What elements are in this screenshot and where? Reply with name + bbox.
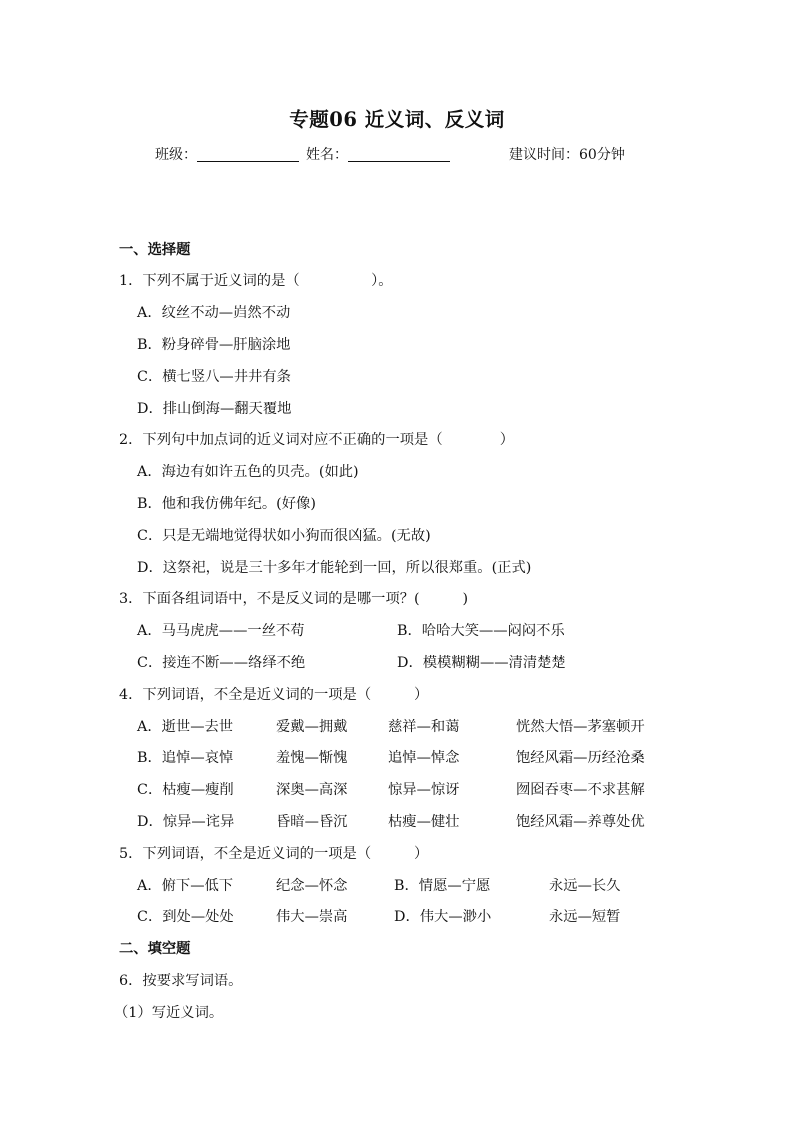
question-2-stem: 2．下列句中加点词的近义词对应不正确的一项是（ ） [119,432,515,448]
section-heading-choice: 一、选择题 [119,242,191,258]
question-6-sub-1: （1）写近义词。 [114,1005,224,1021]
question-4-row-b-col-4: 饱经风霜—历经沧桑 [516,750,645,766]
question-1-stem: 1．下列不属于近义词的是（ ）。 [119,273,393,289]
question-4-row-c-col-2: 深奥—高深 [276,782,348,798]
question-1-option-d: D．排山倒海—翻天覆地 [137,401,292,417]
time-label: 建议时间：60分钟 [509,147,625,163]
question-4-row-a-col-2: 爱戴—拥戴 [276,719,348,735]
question-5-row-2-col-2: 伟大—崇高 [276,909,348,925]
question-3-option-a: A．马马虎虎——一丝不苟 [137,623,305,639]
question-5-row-1-col-4: 永远—长久 [549,878,621,894]
question-4-row-d-col-2: 昏暗—昏沉 [276,814,348,830]
question-6-stem: 6．按要求写词语。 [119,973,243,989]
question-2-option-a: A．海边有如许五色的贝壳。(如此) [137,464,359,480]
question-1-option-b: B．粉身碎骨—肝脑涂地 [137,337,291,353]
question-4-row-b-col-3: 追悼—悼念 [388,750,460,766]
question-5-row-1-col-1: A．俯下—低下 [137,878,234,894]
class-blank[interactable] [197,146,299,162]
class-label: 班级： [155,147,197,163]
question-4-row-a-col-3: 慈祥—和蔼 [388,719,460,735]
page-title: 专题06 近义词、反义词 [289,108,505,131]
question-3-option-d: D．模模糊糊——清清楚楚 [397,655,566,671]
name-label: 姓名： [306,147,348,163]
question-2-option-c: C．只是无端地觉得状如小狗而很凶猛。(无故) [137,528,431,544]
question-4-row-d-col-1: D．惊异—诧异 [137,814,235,830]
question-3-option-b: B．哈哈大笑——闷闷不乐 [397,623,565,639]
question-5-row-2-col-1: C．到处—处处 [137,909,234,925]
question-5-row-1-col-3: B．情愿—宁愿 [394,878,491,894]
question-5-stem: 5．下列词语，不全是近义词的一项是（ ） [119,846,429,862]
question-4-row-b-col-1: B．追悼—哀悼 [137,750,234,766]
question-4-row-c-col-3: 惊异—惊讶 [388,782,460,798]
question-4-row-c-col-1: C．枯瘦—瘦削 [137,782,234,798]
question-4-row-d-col-3: 枯瘦—健壮 [388,814,460,830]
question-4-row-d-col-4: 饱经风霜—养尊处优 [516,814,645,830]
section-heading-fill: 二、填空题 [119,941,191,957]
question-4-stem: 4．下列词语，不全是近义词的一项是（ ） [119,687,429,703]
question-1-option-c: C．横七竖八—井井有条 [137,369,291,385]
question-5-row-2-col-4: 永远—短暂 [549,909,621,925]
question-5-row-2-col-3: D．伟大—渺小 [394,909,492,925]
question-4-row-a-col-1: A．逝世—去世 [137,719,234,735]
question-4-row-c-col-4: 囫囵吞枣—不求甚解 [516,782,645,798]
question-3-option-c: C．接连不断——络绎不绝 [137,655,306,671]
question-4-row-a-col-4: 恍然大悟—茅塞顿开 [516,719,645,735]
question-4-row-b-col-2: 羞愧—惭愧 [276,750,348,766]
question-5-row-1-col-2: 纪念—怀念 [276,878,348,894]
question-2-option-d: D．这祭祀，说是三十多年才能轮到一回，所以很郑重。(正式) [137,560,532,576]
question-3-stem: 3．下面各组词语中，不是反义词的是哪一项？( ) [119,591,469,607]
question-2-option-b: B．他和我仿佛年纪。(好像) [137,496,316,512]
question-1-option-a: A．纹丝不动—岿然不动 [137,305,291,321]
name-blank[interactable] [348,146,450,162]
name-field [306,144,450,164]
class-field [155,144,299,164]
